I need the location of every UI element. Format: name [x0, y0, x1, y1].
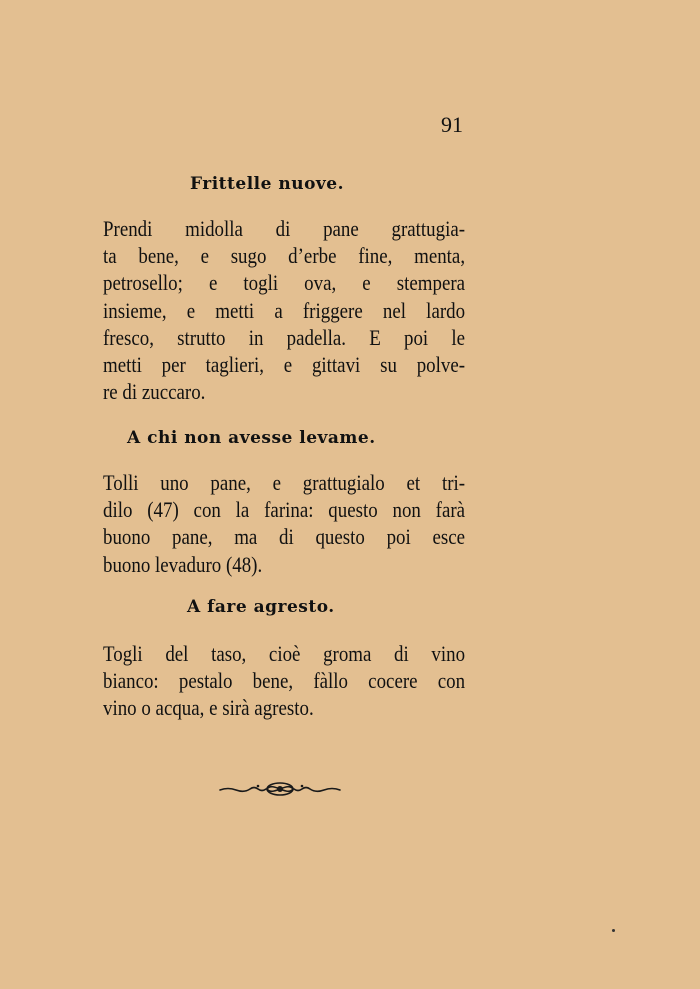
page-number: 91	[441, 112, 463, 137]
text-line: Tolli uno pane, e grattugialo et tri-	[103, 470, 466, 495]
text-line: insieme, e metti a friggere nel lardo	[103, 297, 466, 323]
text-line: bianco: pestalo bene, fàllo cocere con	[103, 668, 466, 694]
section-title-agresto: A fare agresto.	[187, 597, 335, 617]
recipe-text-frittelle	[103, 215, 466, 405]
text-line: buono levaduro (48).	[103, 551, 263, 577]
text-line: fresco, strutto in padella. E poi le	[103, 324, 466, 350]
text-line: Prendi midolla di pane grattugia-	[103, 216, 466, 241]
fleuron-divider-icon	[218, 778, 342, 800]
text-line: dilo (47) con la farina: questo non farà	[103, 497, 466, 523]
section-title-levame: A chi non avesse levame.	[127, 428, 376, 448]
text-line: ta bene, e sugo d’erbe fine, menta,	[103, 243, 466, 269]
text-line: vino o acqua, e sirà agresto.	[103, 695, 314, 721]
recipe-text-agresto	[103, 640, 466, 722]
section-title-frittelle: Frittelle nuove.	[190, 174, 345, 194]
text-line: re di zuccaro.	[103, 379, 206, 405]
text-line: metti per taglieri, e gittavi su polve-	[103, 352, 466, 378]
text-line: buono pane, ma di questo poi esce	[103, 524, 466, 550]
paper-speck	[612, 929, 615, 932]
text-line: petrosello; e togli ova, e stempera	[103, 270, 466, 296]
recipe-text-levame	[103, 469, 466, 578]
text-line: Togli del taso, cioè groma di vino	[103, 641, 466, 666]
